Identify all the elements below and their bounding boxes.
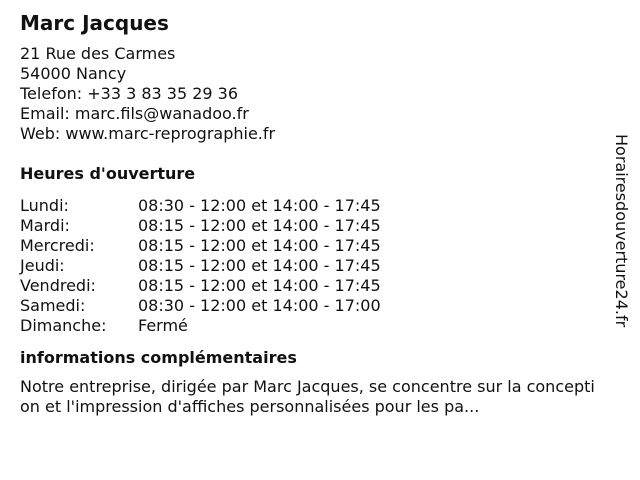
email-address: Email: marc.fils@wanadoo.fr <box>20 104 249 123</box>
hours-time: 08:15 - 12:00 et 14:00 - 17:45 <box>138 276 381 295</box>
hours-day: Mardi: <box>20 216 70 235</box>
website-address: Web: www.marc-reprographie.fr <box>20 124 276 143</box>
contact-block <box>20 44 605 144</box>
hours-time: 08:30 - 12:00 et 14:00 - 17:00 <box>138 296 381 315</box>
hours-time: 08:30 - 12:00 et 14:00 - 17:45 <box>138 196 381 215</box>
site-watermark: Horairesdouverture24.fr <box>612 134 631 328</box>
hours-day: Dimanche: <box>20 316 107 335</box>
phone-number: Telefon: +33 3 83 35 29 36 <box>20 84 239 103</box>
additional-info-text: Notre entreprise, dirigée par Marc Jacques, se concentre sur la conception et l'impression d'affiches personnalisées pour les pa... <box>20 377 595 416</box>
hours-day: Vendredi: <box>20 276 96 295</box>
hours-day: Samedi: <box>20 296 86 315</box>
hours-row-samedi <box>20 296 605 316</box>
hours-row-mercredi <box>20 236 605 256</box>
opening-hours-heading: Heures d'ouverture <box>20 164 196 183</box>
business-card <box>20 10 605 417</box>
additional-info-heading: informations complémentaires <box>20 348 297 367</box>
hours-day: Jeudi: <box>20 256 65 275</box>
business-name: Marc Jacques <box>20 11 169 35</box>
hours-row-dimanche <box>20 316 605 336</box>
opening-hours-table <box>20 196 605 336</box>
hours-row-vendredi <box>20 276 605 296</box>
hours-time: 08:15 - 12:00 et 14:00 - 17:45 <box>138 216 381 235</box>
hours-time: 08:15 - 12:00 et 14:00 - 17:45 <box>138 256 381 275</box>
hours-day: Mercredi: <box>20 236 95 255</box>
hours-row-jeudi <box>20 256 605 276</box>
hours-day: Lundi: <box>20 196 69 215</box>
address-city: 54000 Nancy <box>20 64 127 83</box>
hours-row-lundi <box>20 196 605 216</box>
hours-time: Fermé <box>138 316 188 335</box>
address-street: 21 Rue des Carmes <box>20 44 176 63</box>
hours-time: 08:15 - 12:00 et 14:00 - 17:45 <box>138 236 381 255</box>
hours-row-mardi <box>20 216 605 236</box>
